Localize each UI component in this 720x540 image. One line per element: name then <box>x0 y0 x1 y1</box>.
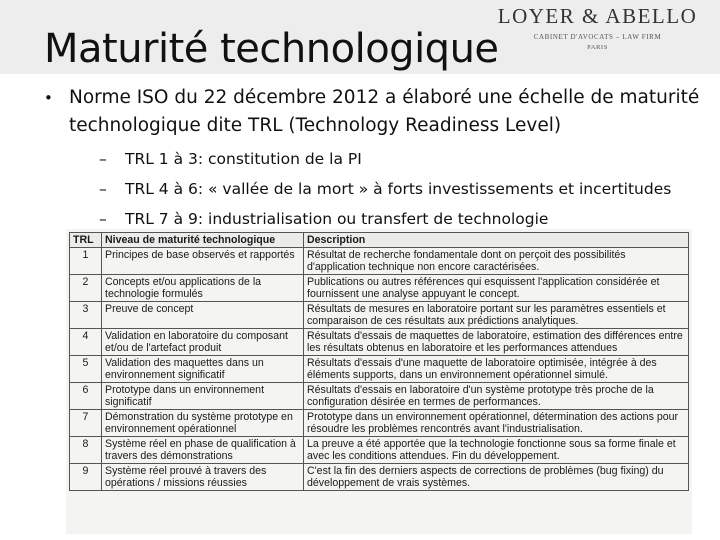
logo-name: LOYER & ABELLO <box>497 4 698 28</box>
trl-level: Concepts et/ou applications de la technologie formulés <box>102 275 304 302</box>
column-header-level: Niveau de maturité technologique <box>102 233 304 248</box>
sub-bullet-list <box>44 144 704 234</box>
trl-description: Prototype dans un environnement opérationnel, détermination des actions pour résoudre les problèmes rencontrés avant l'industrialisation. <box>304 410 689 437</box>
dash-icon: – <box>99 150 107 168</box>
bullet-list <box>44 84 704 234</box>
trl-level: Validation en laboratoire du composant et/ou de l'artefact produit <box>102 329 304 356</box>
trl-description: La preuve a été apportée que la technologie fonctionne sous sa forme finale et avec les conditions attendues. Fin du développement. <box>304 437 689 464</box>
trl-number: 2 <box>70 275 102 302</box>
sub-bullet-text: TRL 4 à 6: « vallée de la mort » à forts investissements et incertitudes <box>125 180 672 198</box>
trl-table-image <box>66 229 692 534</box>
trl-number: 9 <box>70 464 102 491</box>
table-row <box>70 410 689 437</box>
table-row <box>70 302 689 329</box>
logo-city: PARIS <box>587 44 608 51</box>
dash-icon: – <box>99 180 107 198</box>
trl-description: Résultats d'essais en laboratoire d'un système prototype très proche de la configuration désirée en termes de performances. <box>304 383 689 410</box>
logo-tagline: CABINET D'AVOCATS – LAW FIRM <box>533 33 662 41</box>
trl-table <box>69 232 689 491</box>
trl-description: Publications ou autres références qui esquissent l'application considérée et fournissent une analyse appuyant le concept. <box>304 275 689 302</box>
table-row <box>70 329 689 356</box>
trl-description: Résultats d'essais d'une maquette de laboratoire optimisée, intégrée à des éléments supports, dans un environnement opérationnel simulé. <box>304 356 689 383</box>
trl-level: Système réel prouvé à travers des opérations / missions réussies <box>102 464 304 491</box>
dash-icon: – <box>99 210 107 228</box>
trl-level: Système réel en phase de qualification à travers des démonstrations <box>102 437 304 464</box>
trl-number: 6 <box>70 383 102 410</box>
trl-description: Résultats de mesures en laboratoire portant sur les paramètres essentiels et comparaison de ces résultats aux prédictions analytiques. <box>304 302 689 329</box>
trl-number: 8 <box>70 437 102 464</box>
trl-level: Prototype dans un environnement significatif <box>102 383 304 410</box>
slide-header <box>0 0 720 74</box>
bullet-item <box>44 84 704 140</box>
table-header-row <box>70 233 689 248</box>
table-row <box>70 356 689 383</box>
column-header-description: Description <box>304 233 689 248</box>
page-title: Maturité technologique <box>44 26 499 72</box>
trl-number: 1 <box>70 248 102 275</box>
trl-number: 4 <box>70 329 102 356</box>
column-header-trl: TRL <box>70 233 102 248</box>
trl-level: Démonstration du système prototype en environnement opérationnel <box>102 410 304 437</box>
table-row <box>70 383 689 410</box>
firm-logo <box>495 4 700 51</box>
bullet-dot-icon: • <box>44 89 53 107</box>
sub-bullet-text: TRL 7 à 9: industrialisation ou transfert de technologie <box>125 210 549 228</box>
trl-description: C'est la fin des derniers aspects de corrections de problèmes (bug fixing) du développement de vrais systèmes. <box>304 464 689 491</box>
trl-number: 3 <box>70 302 102 329</box>
trl-number: 7 <box>70 410 102 437</box>
sub-bullet-item <box>99 144 704 174</box>
trl-level: Preuve de concept <box>102 302 304 329</box>
sub-bullet-item <box>99 174 704 204</box>
trl-description: Résultats d'essais de maquettes de laboratoire, estimation des différences entre les résultats obtenus en laboratoire et les performances attendues <box>304 329 689 356</box>
trl-number: 5 <box>70 356 102 383</box>
trl-description: Résultat de recherche fondamentale dont on perçoit des possibilités d'application technique non encore caractérisées. <box>304 248 689 275</box>
table-row <box>70 464 689 491</box>
table-row <box>70 437 689 464</box>
bullet-text: Norme ISO du 22 décembre 2012 a élaboré une échelle de maturité technologique dite TRL (Technology Readiness Level) <box>69 87 700 136</box>
trl-level: Validation des maquettes dans un environnement significatif <box>102 356 304 383</box>
table-row <box>70 275 689 302</box>
trl-level: Principes de base observés et rapportés <box>102 248 304 275</box>
sub-bullet-text: TRL 1 à 3: constitution de la PI <box>125 150 362 168</box>
table-row <box>70 248 689 275</box>
